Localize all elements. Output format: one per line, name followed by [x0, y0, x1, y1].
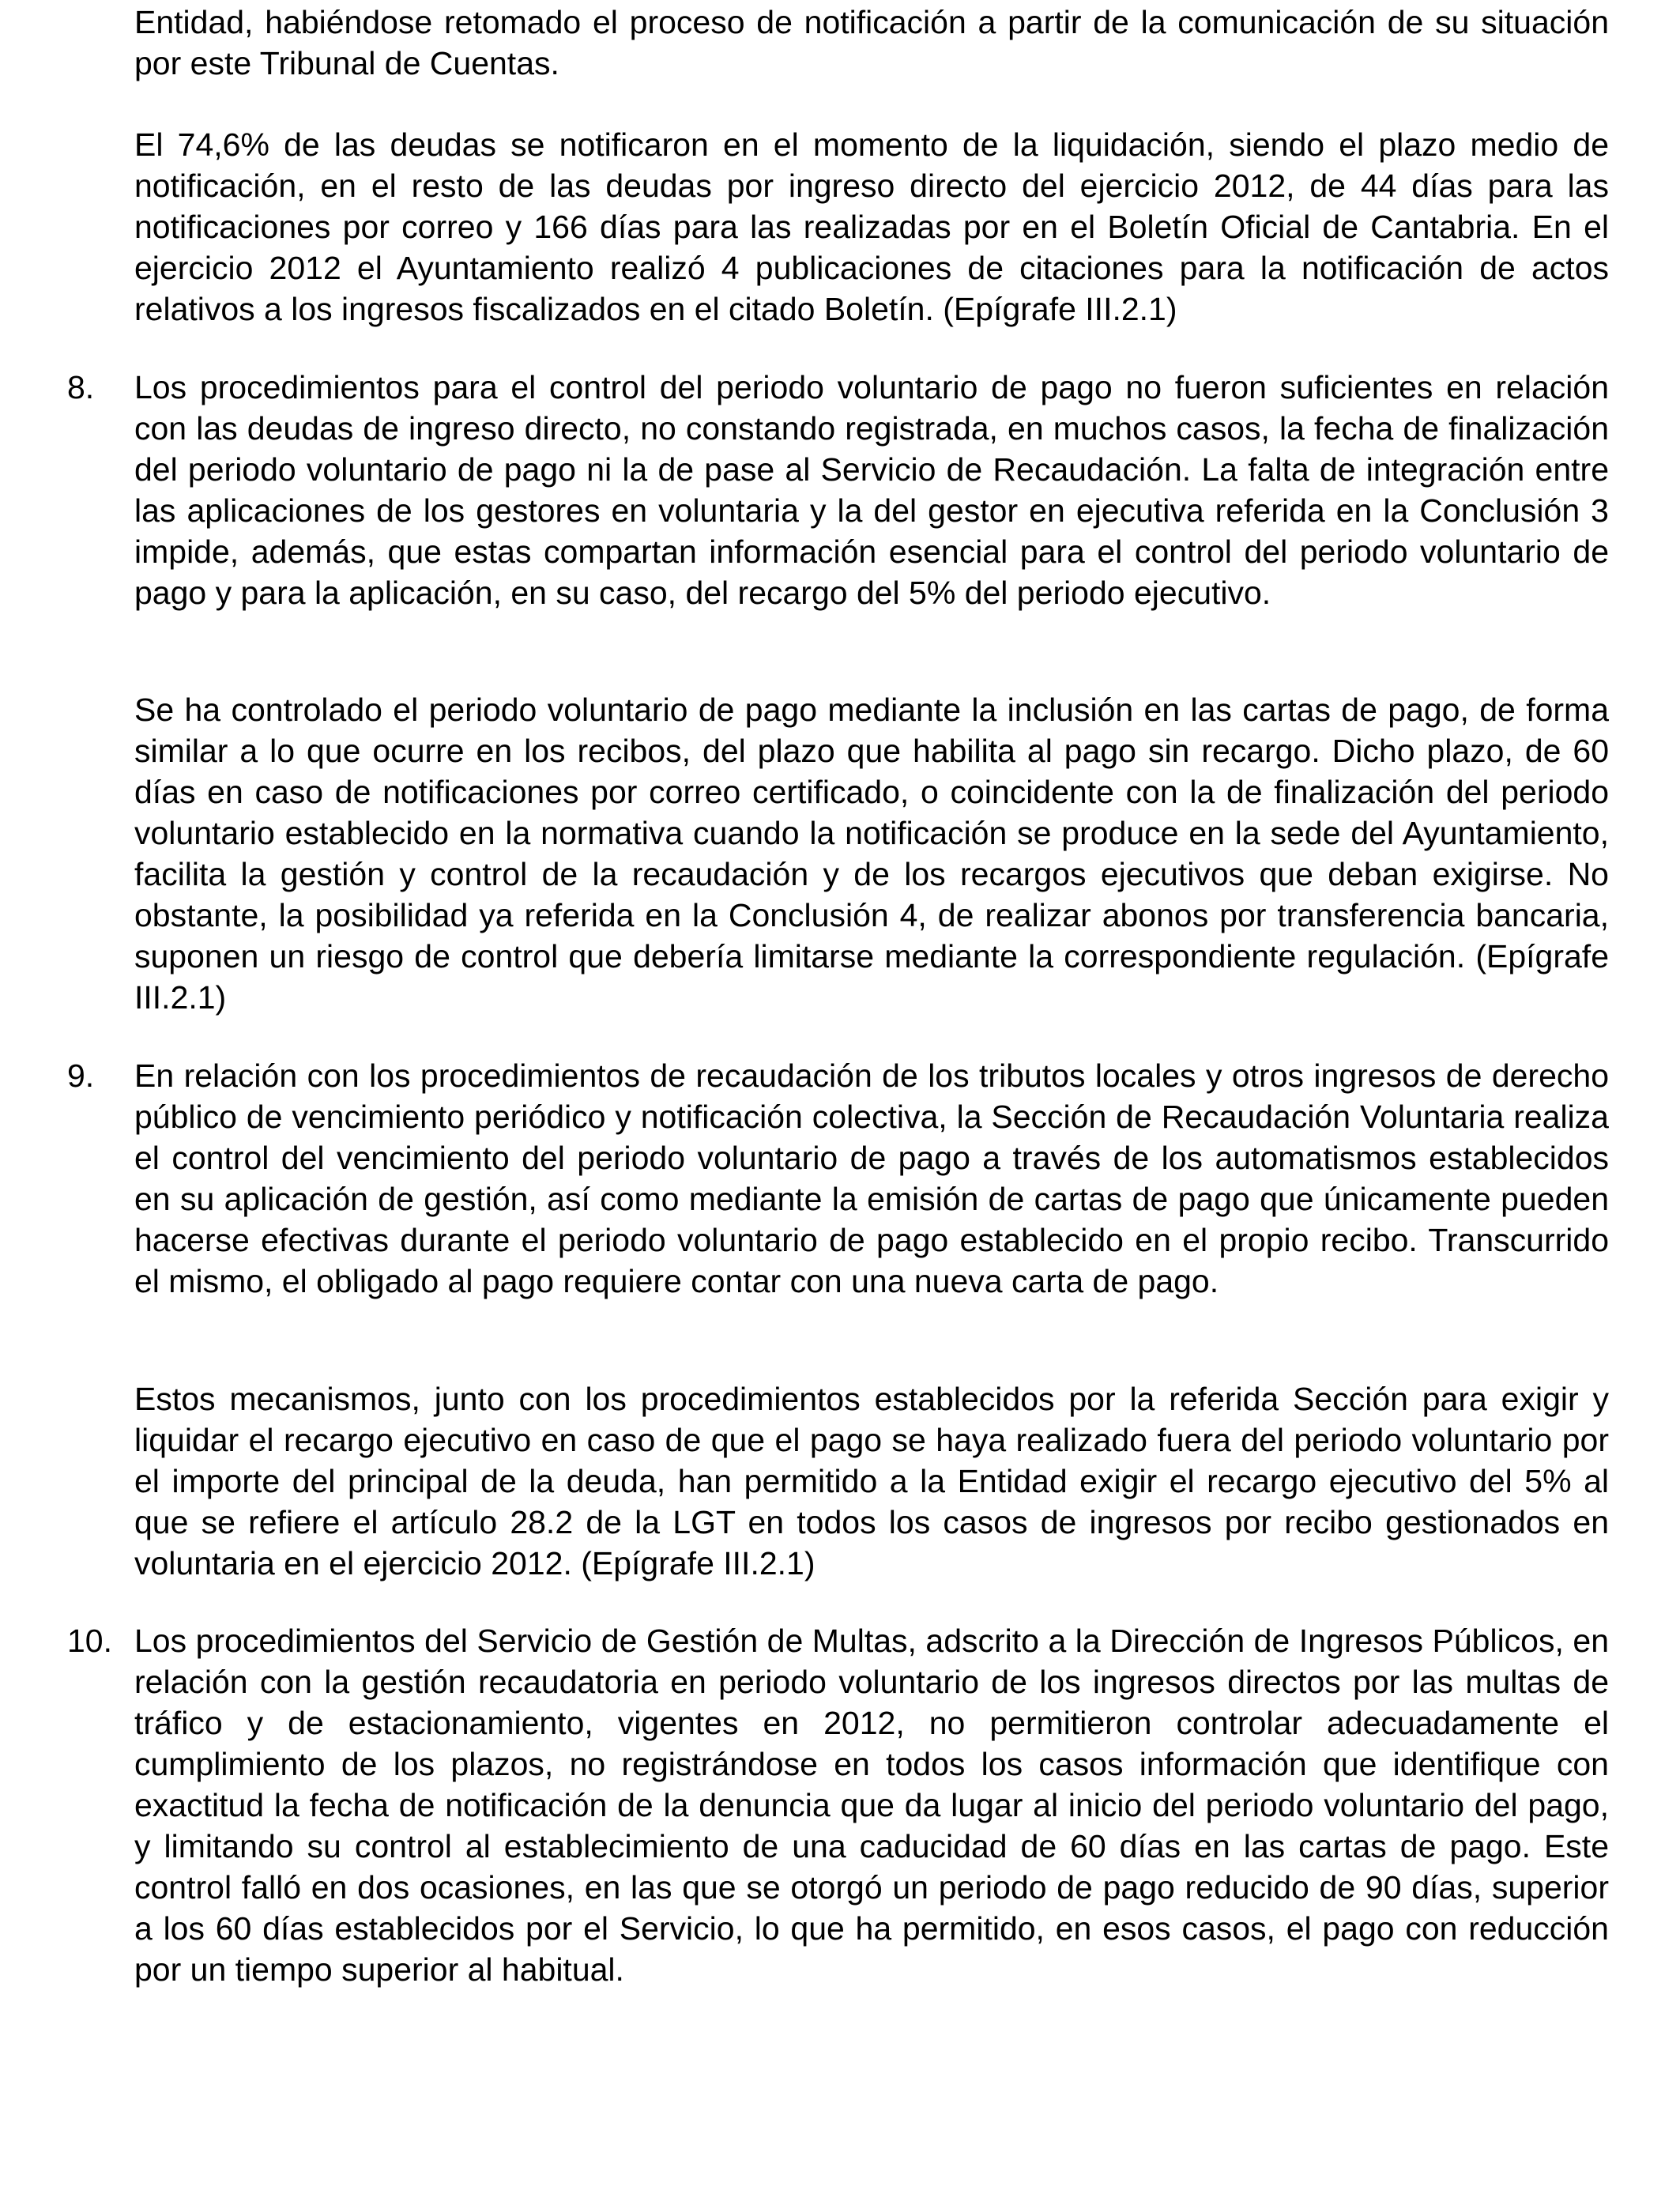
paragraph-item-8-continued: Se ha controlado el periodo voluntario de pago mediante la inclusión en las cartas de pago, de forma similar a lo que ocurre en los recibos, del plazo que habilita al pago sin recargo. Dicho plazo, de 60 días en caso de notificaciones por correo certificado, o coincidente con la de finalización del periodo voluntario establecido en la normativa cuando la notificación se produce en la sede del Ayuntamiento, facilita la gestión y control de la recaudación y de los recargos ejecutivos que deban exigirse. No obstante, la posibilidad ya referida en la Conclusión 4, de realizar abonos por transferencia bancaria, suponen un riesgo de control que debería limitarse mediante la correspondiente regulación. (Epígrafe III.2.1)	[134, 692, 1609, 1016]
item-number-8: 8.	[67, 369, 95, 405]
item-number-10: 10.	[67, 1623, 112, 1659]
paragraph-continuation: Entidad, habiéndose retomado el proceso de notificación a partir de la comunicación de su situación por este Tribunal de Cuentas.	[134, 4, 1609, 81]
item-number-9: 9.	[67, 1057, 95, 1094]
paragraph-item-8: Los procedimientos para el control del periodo voluntario de pago no fueron suficientes en relación con las deudas de ingreso directo, no constando registrada, en muchos casos, la fecha de finalización del periodo voluntario de pago ni la de pase al Servicio de Recaudación. La falta de integración entre las aplicaciones de los gestores en voluntaria y la del gestor en ejecutiva referida en la Conclusión 3 impide, además, que estas compartan información esencial para el control del periodo voluntario de pago y para la aplicación, en su caso, del recargo del 5% del periodo ejecutivo.	[134, 369, 1609, 611]
paragraph-item-9-continued: Estos mecanismos, junto con los procedimientos establecidos por la referida Sección para exigir y liquidar el recargo ejecutivo en caso de que el pago se haya realizado fuera del periodo voluntario por el importe del principal de la deuda, han permitido a la Entidad exigir el recargo ejecutivo del 5% al que se refiere el artículo 28.2 de la LGT en todos los casos de ingresos por recibo gestionados en voluntaria en el ejercicio 2012. (Epígrafe III.2.1)	[134, 1381, 1609, 1581]
paragraph-notification-stats: El 74,6% de las deudas se notificaron en el momento de la liquidación, siendo el plazo medio de notificación, en el resto de las deudas por ingreso directo del ejercicio 2012, de 44 días para las notificaciones por correo y 166 días para las realizadas por en el Boletín Oficial de Cantabria. En el ejercicio 2012 el Ayuntamiento realizó 4 publicaciones de citaciones para la notificación de actos relativos a los ingresos fiscalizados en el citado Boletín. (Epígrafe III.2.1)	[134, 126, 1609, 327]
paragraph-item-9: En relación con los procedimientos de recaudación de los tributos locales y otros ingresos de derecho público de vencimiento periódico y notificación colectiva, la Sección de Recaudación Voluntaria realiza el control del vencimiento del periodo voluntario de pago a través de los automatismos establecidos en su aplicación de gestión, así como mediante la emisión de cartas de pago que únicamente pueden hacerse efectivas durante el periodo voluntario de pago establecido en el propio recibo. Transcurrido el mismo, el obligado al pago requiere contar con una nueva carta de pago.	[134, 1057, 1609, 1299]
paragraph-item-10: Los procedimientos del Servicio de Gestión de Multas, adscrito a la Dirección de Ingresos Públicos, en relación con la gestión recaudatoria en periodo voluntario de los ingresos directos por las multas de tráfico y de estacionamiento, vigentes en 2012, no permitieron controlar adecuadamente el cumplimiento de los plazos, no registrándose en todos los casos información que identifique con exactitud la fecha de notificación de la denuncia que da lugar al inicio del periodo voluntario del pago, y limitando su control al establecimiento de una caducidad de 60 días en las cartas de pago. Este control falló en dos ocasiones, en las que se otorgó un periodo de pago reducido de 90 días, superior a los 60 días establecidos por el Servicio, lo que ha permitido, en esos casos, el pago con reducción por un tiempo superior al habitual.	[134, 1623, 1609, 1988]
